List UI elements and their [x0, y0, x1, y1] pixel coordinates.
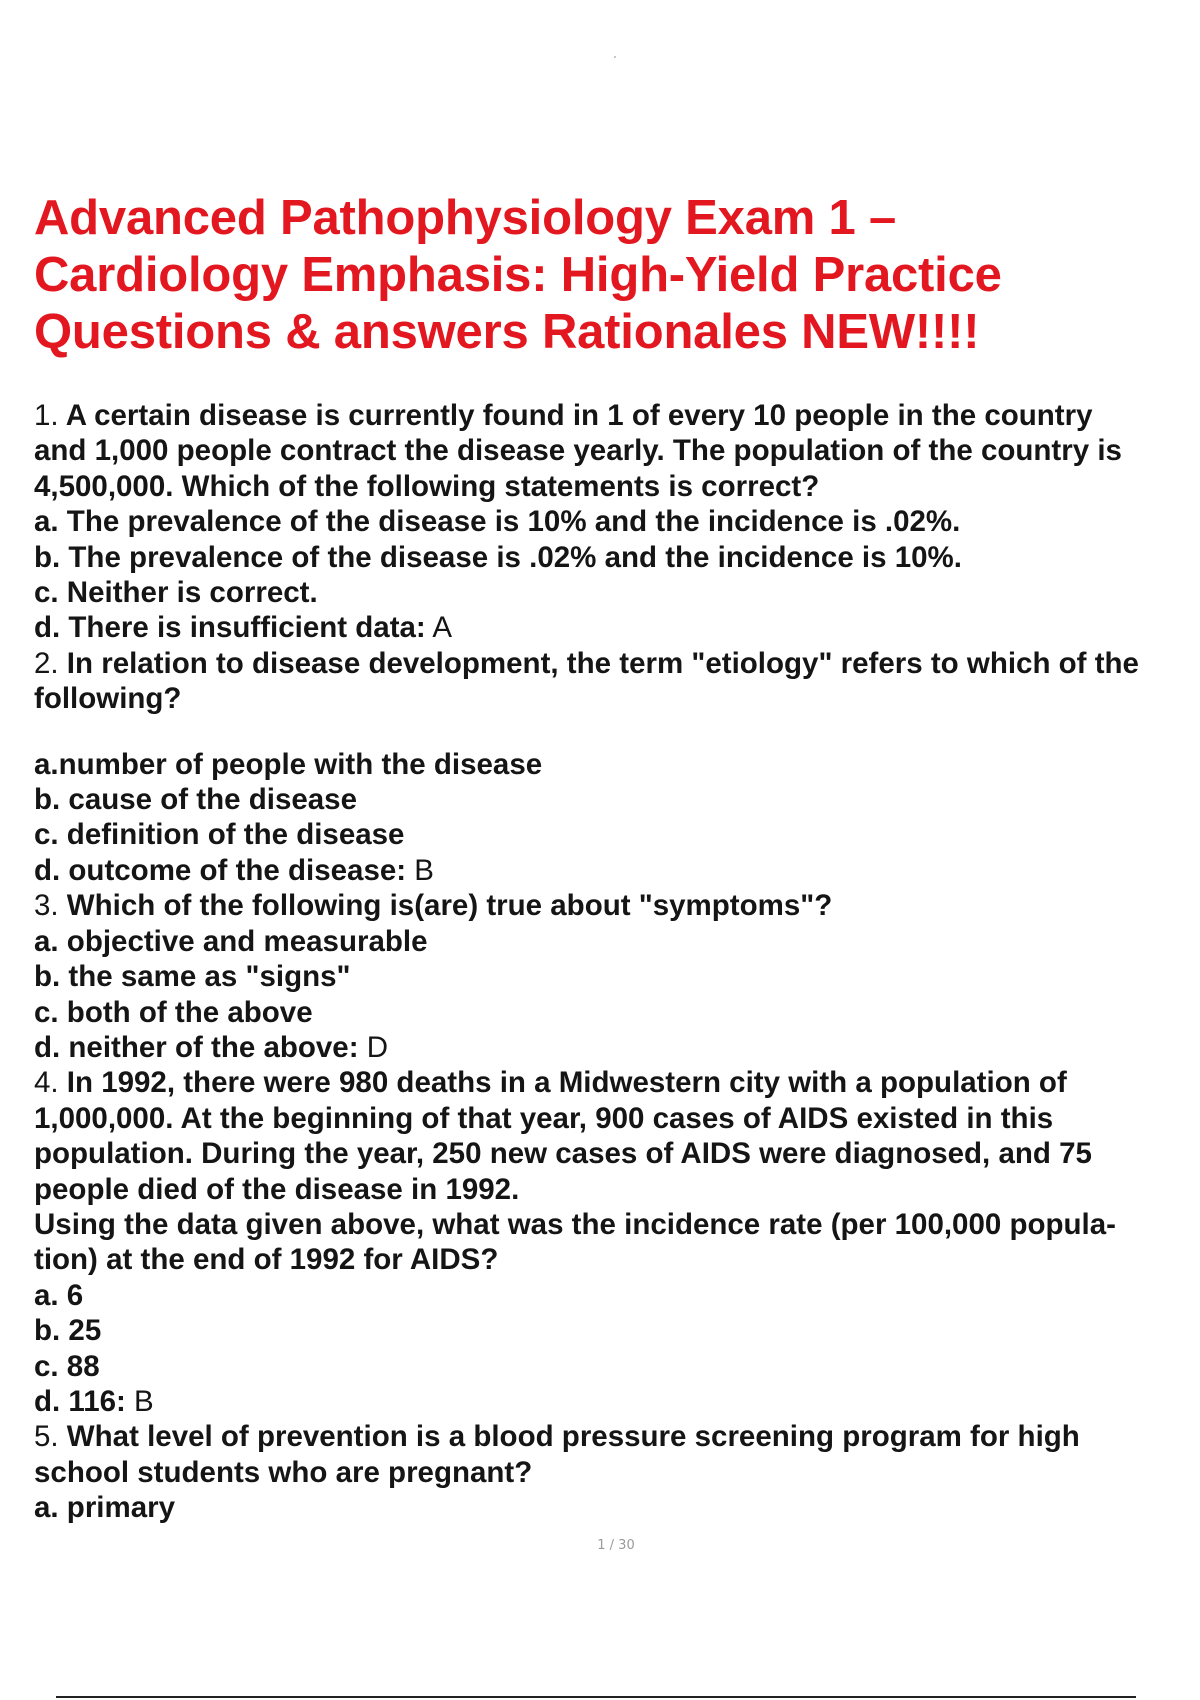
- question-4-line: population. During the year, 250 new cases of AIDS were diagnosed, and 75: [34, 1137, 1092, 1171]
- question-1-text: A certain disease is currently found in 1 of every 10 people in the country: [58, 399, 1093, 432]
- question-list: [34, 398, 1184, 1526]
- title-line-2: Cardiology Emphasis: High-Yield Practice: [34, 248, 1002, 302]
- question-5: [34, 1419, 1184, 1525]
- page-number: 1 / 30: [597, 1538, 635, 1553]
- question-4-option-b: b. 25: [34, 1314, 102, 1348]
- question-2-answer: B: [406, 853, 434, 887]
- scan-artifact-dot: [614, 56, 616, 58]
- question-2-option-b: b. cause of the disease: [34, 783, 357, 817]
- question-4-line: Using the data given above, what was the incidence rate (per 100,000 popula-: [34, 1207, 1116, 1241]
- title-line-1: Advanced Pathophysiology Exam 1 –: [34, 191, 897, 245]
- question-1-option-d: [34, 610, 1184, 645]
- question-4-text: In 1992, there were 980 deaths in a Midwestern city with a population of: [58, 1066, 1067, 1100]
- question-5-line: [34, 1419, 1184, 1454]
- question-2-option-d: [34, 853, 1184, 888]
- question-5-number: 5.: [34, 1420, 59, 1454]
- question-4-option-c: c. 88: [34, 1349, 100, 1383]
- question-4-option-d: [34, 1384, 1184, 1419]
- question-5-option-a: a. primary: [34, 1491, 176, 1525]
- question-1-line: and 1,000 people contract the disease yearly. The population of the country is: [34, 434, 1122, 468]
- question-5-text: What level of prevention is a blood pressure screening program for high: [58, 1420, 1080, 1454]
- question-3-option-c: c. both of the above: [34, 995, 313, 1029]
- question-3-answer: D: [358, 1030, 389, 1064]
- question-4-number: 4.: [34, 1066, 59, 1100]
- paragraph-gap: [34, 717, 1184, 747]
- question-4-line: people died of the disease in 1992.: [34, 1172, 520, 1206]
- question-4-answer: B: [125, 1384, 154, 1418]
- question-4-option-a: a. 6: [34, 1278, 84, 1312]
- question-5-line: school students who are pregnant?: [34, 1455, 533, 1489]
- question-3-line: [34, 888, 1184, 923]
- question-1-option-a: a. The prevalence of the disease is 10% and the incidence is .02%.: [34, 505, 961, 539]
- question-1-number: 1.: [34, 399, 59, 432]
- question-1-option-d-text: d. There is insufficient data:: [34, 611, 426, 645]
- question-1: [34, 398, 1184, 646]
- question-2-text: In relation to disease development, the term "etiology" refers to which of the: [58, 646, 1139, 680]
- question-3-text: Which of the following is(are) true about "symptoms"?: [58, 889, 833, 923]
- question-4-line: 1,000,000. At the beginning of that year, 900 cases of AIDS existed in this: [34, 1101, 1054, 1135]
- question-2: [34, 646, 1184, 888]
- question-4: [34, 1065, 1184, 1419]
- question-4-line: [34, 1065, 1184, 1100]
- question-2-line: [34, 646, 1184, 681]
- question-4-option-d-text: d. 116:: [34, 1384, 126, 1418]
- question-2-number: 2.: [34, 646, 59, 680]
- question-1-option-c: c. Neither is correct.: [34, 576, 318, 610]
- footer-divider: [56, 1696, 1136, 1698]
- question-3: [34, 888, 1184, 1065]
- question-3-option-a: a. objective and measurable: [34, 924, 428, 958]
- document-title: [34, 190, 1164, 361]
- question-3-option-d: [34, 1030, 1184, 1065]
- question-2-line: following?: [34, 682, 182, 716]
- title-line-3: Questions & answers Rationales NEW!!!!: [34, 305, 980, 359]
- question-2-option-a: a.number of people with the disease: [34, 747, 543, 781]
- question-1-option-b: b. The prevalence of the disease is .02% and the incidence is 10%.: [34, 540, 962, 574]
- question-1-answer: A: [425, 611, 453, 645]
- question-3-option-d-text: d. neither of the above:: [34, 1030, 359, 1064]
- question-3-option-b: b. the same as "signs": [34, 960, 351, 994]
- question-4-line: tion) at the end of 1992 for AIDS?: [34, 1243, 499, 1277]
- question-2-option-c: c. definition of the disease: [34, 818, 405, 852]
- question-1-line: [34, 398, 1184, 433]
- question-3-number: 3.: [34, 889, 59, 923]
- question-1-line: 4,500,000. Which of the following statements is correct?: [34, 469, 820, 503]
- question-2-option-d-text: d. outcome of the disease:: [34, 853, 407, 887]
